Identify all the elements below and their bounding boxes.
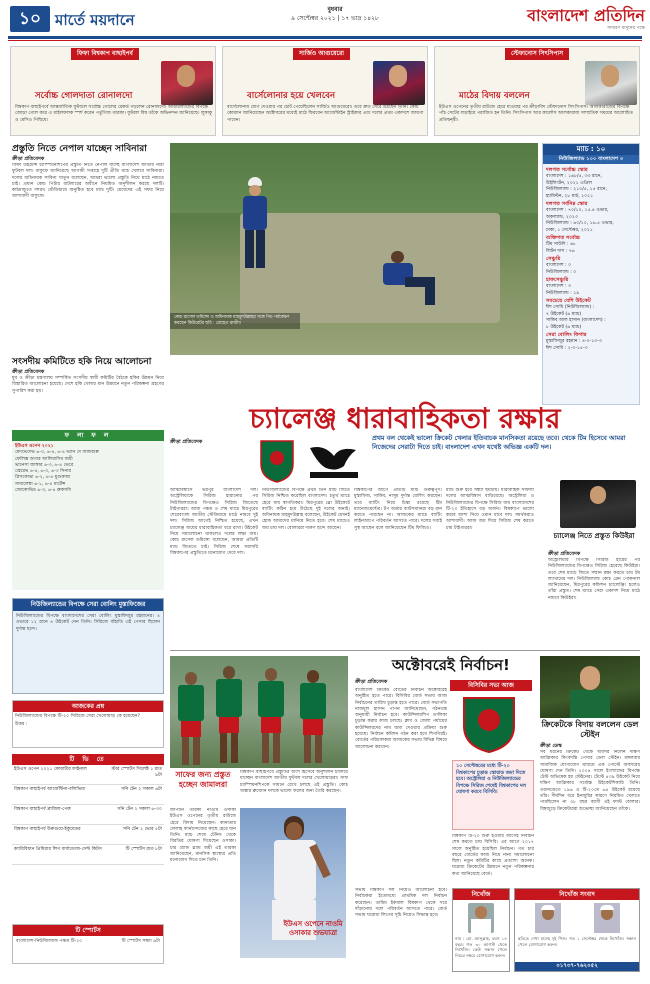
section-divider [170,650,640,651]
stats-line: সাকিব আল হাসান (বাংলাদেশ) : [546,318,606,323]
tv-row [12,825,164,845]
stats-line: বাংলাদেশ : ১৬৮/৫, ৩৩ রানে, [546,174,602,179]
stats-sections [543,164,639,354]
osaka-body: জাপানি তারকা নাওমি ওসাকা ইউএস ওপেনের তৃতীয় রাউন্ডে হেরে বিদায় নিয়েছেন। কানাডার লেলাহ ফার্নান্দেজের কাছে হেরে যান তিনি। ম্যাচ শেষে টেনিস থেকে বিরতির ঘোষণা দিয়েছেন ওসাকা। চার গ্র্যান্ড স্ল্যাম জয়ী এই তারকা জানিয়েছেন, মানসিক স্বাস্থ্যের প্রতি মনোযোগ দিতে চান তিনি। [170,808,236,864]
result-line: জ্বেরেভ ৬-৪, ৬-৩, ৬-৩ সিনার [15,469,72,475]
football-caption: বিশ্বকাপ বাছাইপর্বে প্রস্তুতির অংশ হিসেবে অনুশীলন চালিয়ে যাচ্ছেন বাংলাদেশ জাতীয় ফুটবল দলের খেলোয়াড়রা। সাফ চ্যাম্পিয়নশিপকে সামনে রেখে চলছে এই প্রস্তুতি। কোচ অস্কার ব্রুজোন দলকে ভালো ফলের জন্য তৈরি করছেন। [240,770,348,794]
page-number: ১০ [10,6,50,32]
panel-body: নিউজিল্যান্ডের বিপক্ষে বাংলাদেশের সেরা বোলিং মুস্তাফিজুর রহমানের। ৪ ওভারে ১২ রানে ৪ উইকেট নেন তিনি। সিরিজে বাঁহাতি এই পেসার ছিলেন দুর্দান্ত ছন্দে। [16,614,160,632]
stats-head: দলগত সর্বনিম্ন স্কোর [546,201,588,207]
tv-channel: সনি টেন ২ সকাল ৬টা [121,787,162,792]
stats-line: লিটন দাস : ৭৬ [546,248,575,254]
stats-line: ঈশ সোধি (নিউজিল্যান্ড) : [546,305,595,310]
stats-head: ব্যক্তিগত সর্বোচ্চ [546,235,581,241]
stats-line: ৭ উইকেট (৬ ম্যাচ) [546,311,582,317]
tv-event: বিশ্বকাপ বাছাইপর্ব ব্রাজিল-পেরু [14,807,71,812]
result-line: সাবালেঙ্কা ৬-১, ৬-৪ মার্টেন্স [15,481,66,487]
kiwi-photo [560,480,636,528]
top-story-1 [10,46,216,136]
stats-line: হ্যামিল্টন, ২৮ মার্চ, ২০২১ [546,193,594,199]
story-body: ইউএস ওপেনের তৃতীয় রাউন্ডে হেরে যাওয়ার পর ক্রীড়াবিদ স্টেফানোস সিৎসিপাস। আলকারাজের বিপক্ষে পাঁচ সেটের লড়াইয়ে পরাজিত হন তিনি। সিৎসিপাস আর কার্লোস আলকারাজ সাম্প্রতিক সময়ের আলোচিত প্রতিদ্বন্দ্বী। [439,105,634,123]
main-quote: প্রথম বল থেকেই ভালো ক্রিকেট খেলার ইতিবাচক মানসিকতা রয়েছে তবে। থেকে টিম হিসেবে আমরা নিজেদের সেরাটা দিতে চাই। বাংলাদেশ এখন যথেষ্ট অভিজ্ঞ একটি দল। [372,434,626,451]
kiwi-body: অস্ট্রেলিয়ার বিপক্ষে সিরিজ হারের পর নিউজিল্যান্ডের বিপক্ষেও সিরিজ হেরেছে কিউইরা। তবে শেষ ম্যাচে জিতে সম্মান রক্ষা করতে চায় টম ল্যাথামের দল। নিউজিল্যান্ড কোচ গ্লেন পোকনাল জানিয়েছেন, মিরপুরের কন্ডিশন চ্যালেঞ্জিং হলেও তাঁরা প্রস্তুত। শেষ ম্যাচে সেরা একাদশ নিয়ে মাঠে নামবে কিউইরা। [548,558,640,601]
tv-row [12,845,164,865]
stats-line: ৮ উইকেট (৬ ম্যাচ) [546,324,582,330]
stats-head: দলগত সর্বোচ্চ স্কোর [546,167,588,173]
stats-line: টিম সাউদি : ৬৮ [546,242,576,247]
panel-title: নিউজিল্যান্ডের বিপক্ষে সেরা বোলিং মুস্তাফিজের [13,599,163,611]
missing-child-photo [594,903,620,933]
quiz-head: আজকের প্রশ্ন [13,701,163,712]
stats-head: সেঞ্চুরি [546,256,561,262]
october-highlight: ১০ সেপ্টেম্বরের মধ্যে টি-২০ বিশ্বকাপের চূড়ান্ত স্কোয়াড জমা দিতে হবে। অস্ট্রেলিয়া ও নিউজিল্যান্ডের বিপক্ষে সিরিজ শেষেই বিশ্বকাপের দল ঘোষণা করবে বিসিবি। [452,760,534,830]
stats-line: উইলিংটন, ২০২১ এপ্রিল [546,180,592,186]
masthead-logo [465,6,645,34]
nepal-story [12,143,164,346]
october-body: বাংলাদেশ ক্রিকেট বোর্ডের নির্বাচন অক্টোবরেই অনুষ্ঠিত হতে পারে। বিসিবির বোর্ড সভায় আজ নির্বাচনের তারিখ চূড়ান্ত হতে পারে। বোর্ড সভাপতি নাজমুল হাসান পাপন জানিয়েছেন, গঠনতন্ত্র অনুযায়ী নির্বাচন হবে। কাউন্সিলরশিপ তালিকা চূড়ান্ত করার কাজ চলছে। ক্লাব ও জেলা পর্যায়ের কাউন্সিলরদের নাম জমা দেওয়ার প্রক্রিয়া শুরু হয়েছে। নির্বাচন কমিশন গঠন করা হবে শিগগিরই। বোর্ডের পরিচালকরা আজকের সভায় বিভিন্ন বিষয়ে আলোচনা করবেন। [355,688,447,750]
nzc-logo [304,442,364,482]
stats-line: বাংলাদেশ : ৩ [546,284,572,289]
sports-box [12,924,164,964]
result-line: মেদভেদেভ ৬-৩, ৬-৪, ৬-৪ ভ্যান দে জান্ডশুল্প [15,450,99,456]
player-figure [178,672,204,766]
tv-schedule [12,754,164,865]
stats-head: হাফসেঞ্চুরি [546,277,569,283]
body: ফিফা উইমেন্স চ্যাম্পিয়নশিপের প্রস্তুতি নিতে নেপাল যাচ্ছে বাংলাদেশ জাতীয় নারী ফুটবল দল। বাফুফে জানিয়েছে আগামী সপ্তাহে দুটি প্রীতি ম্যাচ খেলবে সাবিনারা। দলের অধিনায়ক সাবিনা খাতুন বলেছেন, আমরা ভালো প্রস্তুতি নিয়ে মাঠে নামতে চাই। প্রধান কোচ পিটার বাটলারের অধীনে নিয়মিত অনুশীলন করছে দলটি। কাঠমান্ডুতে দশরথ স্টেডিয়ামে অনুষ্ঠিত হবে ম্যাচ দুটি। মেয়েদের এই সফর নিয়ে আশাবাদী বাফুফে। [12,163,164,200]
player-figure [258,668,284,764]
logo-text: বাংলাদেশ প্রতিদিন [527,6,645,25]
date-block [250,5,420,23]
stats-match: ম্যাচ : ১০ [543,144,639,155]
results-box [12,430,164,590]
bcb-logo [258,438,296,484]
main-byline: ক্রীড়া প্রতিবেদক [170,439,203,445]
story-body: বার্সেলোনায় যোগ দেওয়ার পর চোট পেয়েছিলেন সার্জিও আগুয়েরো। তবে দ্রুত সেরে উঠছেন তিনি। কোচ কোম্যান জানিয়েছেন অক্টোবরের মধ্যেই মাঠে ফিরবেন আর্জেন্টাইন স্ট্রাইকার এবং দলের প্রথম একাদশে জায়গা পাবেন। [227,105,424,123]
sports-event: বাংলাদেশ-নিউজিল্যান্ড পঞ্চম টি-২০ [16,939,83,944]
stats-line: নিউজিল্যান্ড : ২১০/৫, ১৫ রানে, [546,187,608,192]
october-tag: বিসিবির সভা আজ [450,680,532,691]
quiz-box [12,700,164,748]
story-headline: সর্বোচ্চ গোলদাতা রোনালদো [35,91,133,101]
stats-head: সেরা বোলিং ফিগার [546,332,587,338]
stats-line: বাংলাদেশ : ০ [546,263,572,268]
date-line: ৯ সেপ্টেম্বর ২০২১ | ১৭ ভাদ্র ১৪২৮ [291,15,379,22]
main-col-1: আত্মবিশ্বাসে ভরপুর বাংলাদেশ দল। অস্ট্রেলিয়াকে সিরিজ হারানোর পর নিউজিল্যান্ডের বিপক্ষেও সিরিজ জিতেছে টাইগাররা। আজ পঞ্চম ও শেষ ম্যাচে মিরপুরের শেরেবাংলা জাতীয় স্টেডিয়ামে মাঠে নামবে দুই দল। সিরিজ আগেই নিশ্চিত হয়েছে, এখন চ্যালেঞ্জ জয়ের ধারাবাহিকতা ধরে রাখা। উইকেট নিয়ে সমালোচনা থাকলেও দলের লক্ষ্য জয়। কোচ রাসেল ডমিঙ্গো বলেছেন, আমরা প্রতিটি ম্যাচ জিততে চাই। সিরিজ শেষে সরাসরি বিশ্বকাপের প্রস্তুতিতে মনোযোগ দেবে দল। [170,488,258,556]
tv-event: ক্যারিবিয়ান প্রিমিয়ার লিগ বার্বাডোজ-সেন্ট কিটস [14,847,102,852]
stats-line: অকল্যান্ড, ২০২৩ [546,214,578,220]
tv-event: বিশ্বকাপ বাছাইপর্ব উরুগুয়ে-ইকুয়েডর [14,827,81,832]
tv-channel: টি স্পোর্টস রাত ৮টা [125,847,162,852]
stats-line: ঈশ সোধি : ২-০-১৫-৩ [546,345,588,351]
tv-row [12,805,164,825]
tv-channel: সনি টেন ২ সকাল ৬-৩০ [117,807,162,812]
result-line: প্লিসকোভা ৬-২, ৬-৪ মুগুরুজা [15,475,71,481]
missing-person-photo [468,903,494,933]
quiz-question: নিউজিল্যান্ডের বিপক্ষে টি-২০ সিরিজে সেরা খেলোয়াড় কে হয়েছেন? [15,714,140,719]
steyn-byline: ক্রীড়া ডেস্ক [540,743,562,749]
header-rule [8,36,642,39]
top-story-3 [434,46,640,136]
tv-row [12,765,164,785]
committee-story [12,356,164,395]
player-figure [216,666,242,764]
story-headline: মাঠের বিদায় বললেন [459,91,530,101]
stats-teams: নিউজিল্যান্ড ১০০ বাংলাদেশ ৩ [543,155,639,164]
tv-channel: স্টার স্পোর্টস সিলেক্ট ১ রাত ৯টা [111,767,162,778]
kneeling-figure [375,251,441,311]
ronaldo-photo [161,61,213,105]
ad-missing-2 [514,888,640,972]
day: বুধবার [327,6,343,13]
tv-title: টি ভি তে [12,754,164,765]
ad-missing-title: নিখোঁজ [453,889,509,900]
ad-missing [452,888,510,972]
stats-line: নিউজিল্যান্ড : ০ [546,269,577,275]
kiwi-headline: চ্যালেঞ্জ নিতে প্রস্তুত কিউইরা [553,532,635,540]
logo-tagline: সাধারণ মানুষের পক্ষে [607,26,645,31]
sports-title: টি স্পোর্টস [13,925,163,936]
result-line: ইউএস ওপেন ২০২১ [15,444,54,449]
tv-event: বিশ্বকাপ বাছাইপর্ব আর্জেন্টিনা-বলিভিয়া [14,787,86,792]
story-body: বিশ্বকাপ বাছাইপর্বে আন্তর্জাতিক ফুটবলে সর্বোচ্চ গোলের রেকর্ড গড়লেন রোনালদো। আয়ারল্যান্ডের বিপক্ষে জোড়া গোল করে এ মাইলফলক স্পর্শ করেন পর্তুগিজ তারকা। ফুটবল বিশ্ব তাঁকে অভিনন্দন জানিয়েছে। লুকাকু ও মেসিও পিছিয়ে। [15,105,213,123]
tsitsipas-photo [585,61,637,105]
steyn-body: সব ধরনের ক্রিকেট থেকে অবসর নিলেন দক্ষিণ আফ্রিকার কিংবদন্তি পেসার ডেল স্টেইন। মঙ্গলবার সামাজিক যোগাযোগ মাধ্যমে এক পোস্টে অবসরের ঘোষণা দেন তিনি। ২০০৪ সালে ইংল্যান্ডের বিপক্ষে টেস্ট অভিষেক হয় স্টেইনের। টেস্টে ৪৩৯ উইকেট নিয়ে দক্ষিণ আফ্রিকার সর্বোচ্চ উইকেটশিকারি তিনি। ওয়ানডেতে ১৯৬ ও টি-২০তে ৬৪ উইকেট রয়েছে তাঁর। দীর্ঘদিন ধরে ইনজুরির কারণে নিয়মিত খেলতে পারছিলেন না ৩৮ বছর বয়সী এই ফাস্ট বোলার। বিশ্বজুড়ে ক্রিকেটাররা শুভেচ্ছা জানিয়েছেন তাঁকে। [540,750,640,812]
caption-text: কোচ রাসেল ডমিঙ্গো ও অধিনায়ক মাহমুদউল্লাহর সঙ্গে পিচ পর্যবেক্ষণ করছেন কিউরেটর [174,315,290,326]
stats-head: সবচেয়ে বেশি উইকেট [546,298,591,304]
main-col-3: বিশ্বকাপের আগে প্রতিটি ম্যাচ গুরুত্বপূর্ণ। মুস্তাফিজ, সাকিব, নাসুম দুর্দান্ত বোলিং করছেন। তবে ব্যাটিং নিয়ে চিন্তা রয়েছে টিম ম্যানেজমেন্টের। টপ অর্ডার ব্যাটসম্যানরা বড় রান করতে পারছেন না। আজকের ম্যাচে ব্যাটিং লাইনআপে পরিবর্তন আসতে পারে। দলের সবাই সুস্থ আছেন বলে জানিয়েছেন টিম ফিজিও। [354,488,442,531]
caption-credit: ছবি : রোহেত রাজীব [205,320,241,326]
story-tag: ফিফা বিশ্বকাপ বাছাইপর্ব [71,48,139,60]
main-col-2: নিউজিল্যান্ডের বিপক্ষে প্রথম তিন ম্যাচ জিতে সিরিজ নিশ্চিত করেছিল বাংলাদেশ। চতুর্থ ম্যাচে হেরে যায় স্বাগতিকরা। মিরপুরের স্লো উইকেটে ব্যাটিং কঠিন হয়ে উঠেছে দুই দলের জন্যই। অধিনায়ক মাহমুদউল্লাহ বলেছেন, উইকেট যেমনই হোক আমাদের মানিয়ে নিতে হবে। শেষ ম্যাচেও জয় চায় দল। বোলাররা দারুণ ছন্দে আছেন। [262,488,350,531]
player-figure [300,670,326,764]
ad-missing2-body: ছবিতে দেখা যাচ্ছে দুই শিশু। গত ১ সেপ্টেম্বর থেকে নিখোঁজ। সন্ধান পেলে যোগাযোগ করুন। [518,936,636,947]
byline: ক্রীড়া প্রতিবেদক [12,369,45,375]
byline: ক্রীড়া প্রতিবেদক [12,156,45,162]
header-rule-red [8,40,642,41]
ad-missing2-title: নিখোঁজ সংবাদ [515,889,639,900]
headline: প্রস্তুতি নিতে নেপাল যাচ্ছেন সাবিনারা [12,144,147,154]
missing-child-photo [535,903,561,933]
story-headline: বার্সেলোনার হয়ে খেলবেন [247,91,336,101]
football-photo [170,656,348,768]
results-title: ফ লা ফ ল [12,430,164,441]
story-tag: স্টেফানোস সিৎসিপাস [505,48,569,60]
missing-photos [515,900,639,936]
photo-caption [170,313,300,329]
stats-box [542,143,640,405]
football-caption-head: সাফের জন্য প্রস্তুত হচ্ছেন জামালরা [175,770,231,789]
october-headline: অক্টোবরেই নির্বাচন! [392,656,510,674]
body: যুব ও ক্রীড়া মন্ত্রণালয় সম্পর্কিত সংসদীয় স্থায়ী কমিটির বৈঠকে হকির উন্নয়ন নিয়ে বিস্তারিত আলোচনা হয়েছে। দেশে হকি খেলার মান উন্নয়নে নতুন পরিকল্পনা গ্রহণের সুপারিশ করা হয়। [12,376,164,394]
main-col-4: ম্যাচ শুরু হবে সন্ধ্যা ছয়টায়। ধারাবাহিক সাফল্য দলের আত্মবিশ্বাস বাড়িয়েছে। অস্ট্রেলিয়া ও নিউজিল্যান্ডের বিপক্ষে সিরিজ জয় বাংলাদেশের টি-২০ ইতিহাসে বড় অর্জন। বিশ্বকাপে ভালো করার আশা নিয়ে ওমান যাবে দল। সমর্থকরাও আশাবাদী। আজ জয় দিয়ে সিরিজ শেষ করতে চায় টাইগাররা। [446,488,534,531]
results-list [12,441,164,497]
main-headline: চ্যালেঞ্জ ধারাবাহিকতা রক্ষার [249,402,561,435]
sports-row [13,936,163,948]
story-tag: সার্জিও আগুয়েরো [293,48,350,60]
nz-bowling-panel [12,598,164,694]
top-story-2 [222,46,428,136]
stats-line: মুস্তাফিজুর রহমান : ৪-০-১০-৩ [546,339,602,344]
main-photo [170,143,538,355]
october-body-2: বিশ্বকাপ টি-২০ শুরু হওয়ার আগেই নির্বাচন শেষ করতে চায় বিসিবি। এর আগে ২০১৭ সালে অনুষ্ঠিত হয়েছিল নির্বাচন। গত চার বছরে বোর্ডের কাজ নিয়ে নানা সমালোচনা ছিল। নতুন কমিটির কাছে প্রত্যাশা অনেক। ঘরোয়া ক্রিকেটের উন্নয়নে নতুন পরিকল্পনার কথা জানিয়েছে বোর্ড। [452,834,534,877]
osaka-caption: ইউএস ওপেনে নাওমি ওসাকার শুভযাত্রা [283,920,343,937]
result-line: ফেলিক্স অগার আলিয়াসিম জয়ী [15,456,73,462]
stats-line: নিউজিল্যান্ড : ৬০/১০, ১৬.৫ ওভার, [546,221,614,226]
result-line: ভানেসা জাঙ্গার ৬-৩, ৬-৪ ভেরে [15,462,74,468]
sports-channel: টি স্পোর্টস সন্ধ্যা ৬টা [121,939,160,944]
bcb-logo-small [456,694,522,756]
coach-figure [240,177,270,272]
stats-line: নিউজিল্যান্ড : ১৯ [546,290,580,296]
steyn-headline: ক্রিকেটকে বিদায় বললেন ডেল স্টেইন [541,720,639,739]
kiwi-byline: ক্রীড়া প্রতিবেদক [548,551,581,557]
october-byline: ক্রীড়া প্রতিবেদক [355,679,388,685]
steyn-photo [540,656,640,718]
ad-phone: ০১৭৩৭-৭৬২০৫২ [515,962,639,971]
aguero-photo [373,61,425,105]
tv-channel: সনি টেন ২ ভোর ৫টা [123,827,162,832]
october-body-3: সভায় বিশ্বকাপ দল নিয়েও আলোচনা হবে। নির্বাচকরা ইতোমধ্যে প্রাথমিক দল নির্বাচন করেছেন। তামিম ইকবাল বিশ্বকাপ থেকে সরে দাঁড়ানোয় দলে পরিবর্তন আসতে পারে। বোর্ড সভায় ঘরোয়া লিগের সূচি নিয়েও সিদ্ধান্ত হবে। [355,888,447,919]
stats-line: ঢাকা, ১ সেপ্টেম্বর, ২০২১ [546,227,593,233]
headline: সংসদীয় কমিটিতে হকি নিয়ে আলোচনা [12,357,152,367]
stats-line: বাংলাদেশ : ৭০/১০, ১৫.৪ ওভার, [546,208,609,213]
ad-missing-body: নাম : মো. আব্দুল্লাহ, বয়স ১৪ বছর। গত ৩০ আগস্ট থেকে নিখোঁজ। কেউ সন্ধান পেলে নিচের নম্বরে যোগাযোগ করুন। [455,936,507,958]
section-title: মার্তে ময়দানে [55,11,135,29]
tv-event: ইউএস ওপেন ২০২১ কোয়ার্টার ফাইনাল [14,767,87,772]
tv-row [12,785,164,805]
quiz-answer-label: উত্তর : [15,722,28,728]
result-line: জোকোভিচ ৬-৩, ৬-৪ ব্রুকসবি [15,488,71,494]
